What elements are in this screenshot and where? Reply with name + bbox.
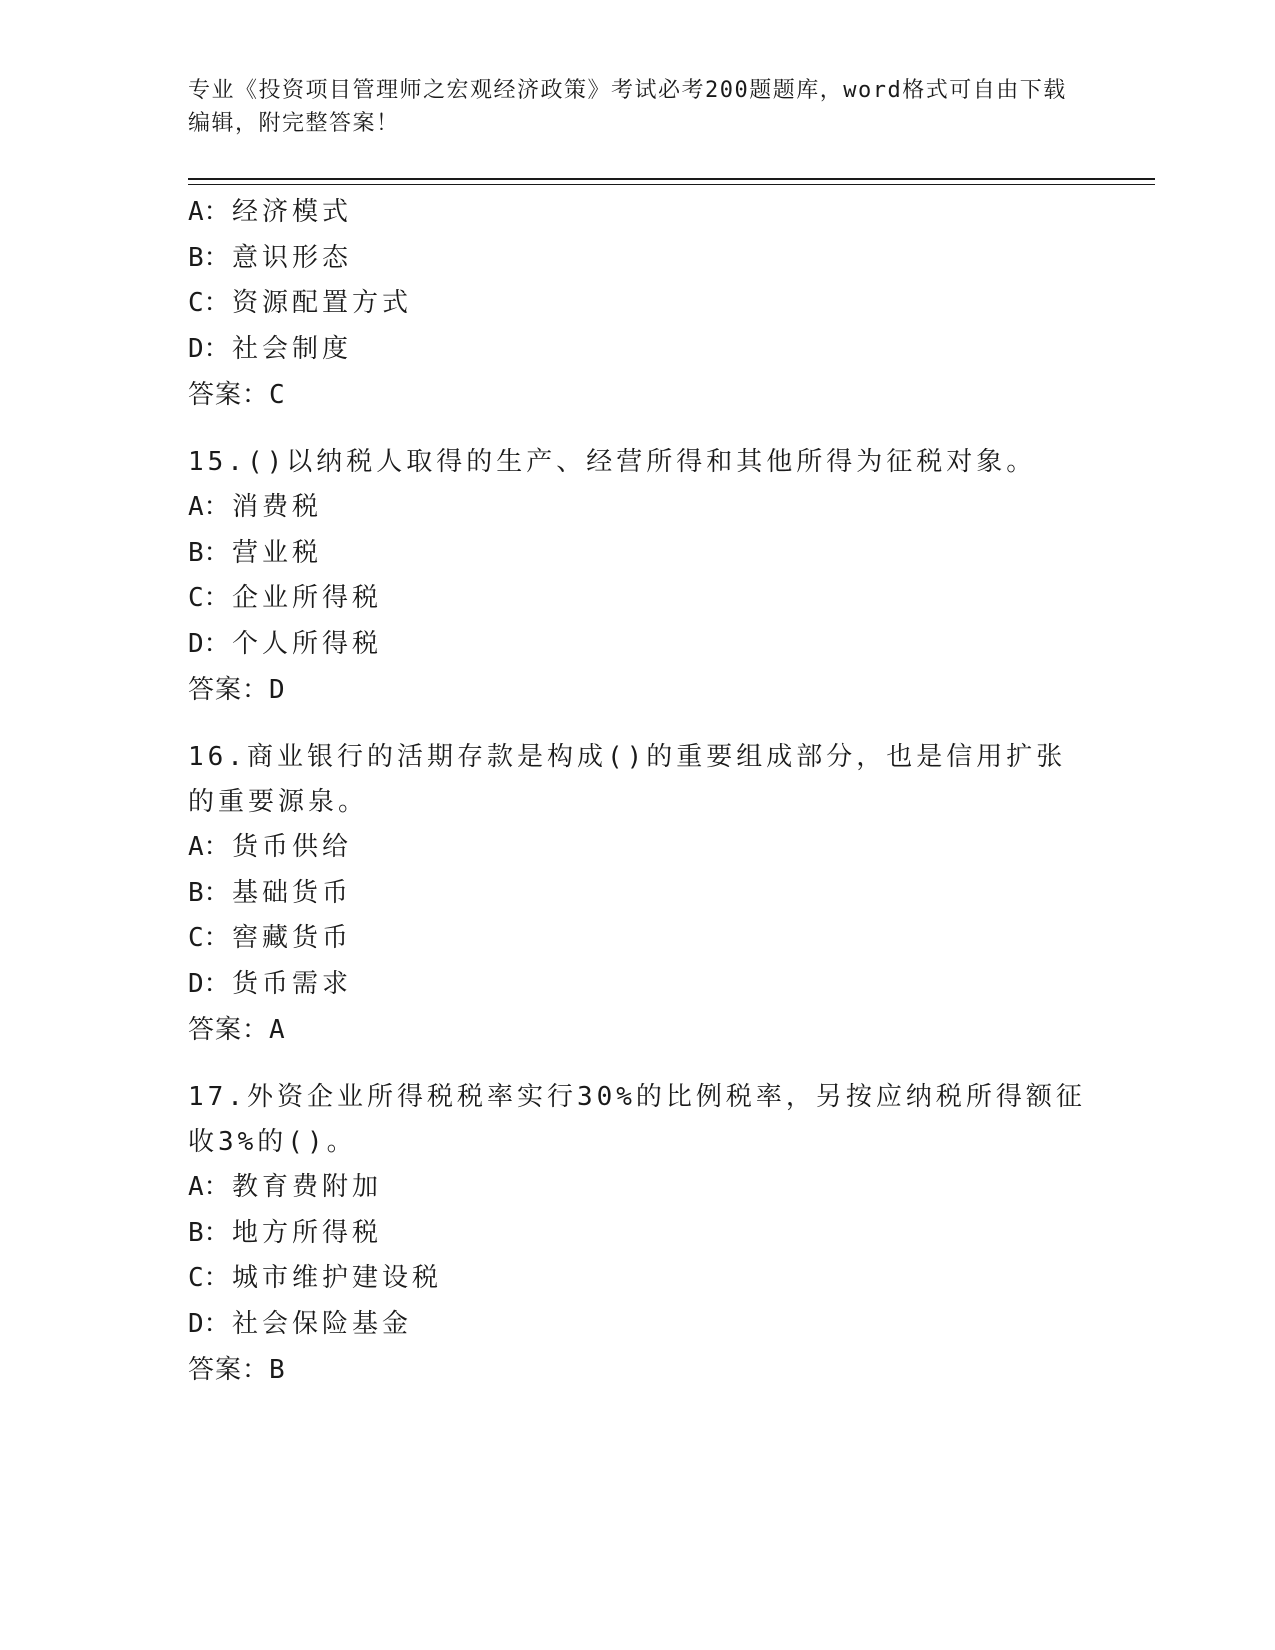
answer-line: 答案：D (188, 675, 286, 705)
option-b (188, 1211, 1088, 1257)
option-text: 货币供给 (232, 832, 353, 862)
answer-line: 答案：A (188, 1015, 286, 1045)
option-text: 窖藏货币 (232, 923, 353, 953)
option-text: 货币需求 (232, 968, 353, 999)
option-c (188, 281, 1088, 327)
option-key: B： (188, 1217, 230, 1248)
option-text: 地方所得税 (232, 1217, 383, 1248)
option-a (188, 1165, 1088, 1211)
question-block (188, 735, 1088, 1053)
option-key: C： (188, 583, 230, 613)
option-text: 意识形态 (232, 242, 353, 273)
option-key: C： (188, 1263, 230, 1293)
option-text: 个人所得税 (232, 628, 383, 659)
option-d (188, 327, 1088, 373)
option-key: A： (188, 1172, 230, 1202)
question-block (188, 440, 1088, 713)
option-key: C： (188, 923, 230, 953)
question-text: 16.商业银行的活期存款是构成()的重要组成部分，也是信用扩张的重要源泉。 (188, 742, 1067, 817)
option-a (188, 485, 1088, 531)
option-key: D： (188, 1308, 230, 1339)
option-key: B： (188, 537, 230, 568)
option-text: 基础货币 (232, 877, 353, 908)
option-text: 经济模式 (232, 197, 353, 227)
option-text: 企业所得税 (232, 583, 383, 613)
question-text: 15.()以纳税人取得的生产、经营所得和其他所得为征税对象。 (188, 447, 1037, 477)
option-key: A： (188, 197, 230, 227)
option-key: B： (188, 242, 230, 273)
question-list (188, 190, 1088, 1393)
document-header: 专业《投资项目管理师之宏观经济政策》考试必考200题题库，word格式可自由下载编辑，附完整答案！ (188, 78, 1067, 136)
option-text: 教育费附加 (232, 1172, 383, 1202)
option-d (188, 622, 1088, 668)
question-text: 17.外资企业所得税税率实行30%的比例税率，另按应纳税所得额征收3%的()。 (188, 1082, 1086, 1157)
option-a (188, 825, 1088, 871)
option-key: C： (188, 288, 230, 318)
answer-line: 答案：C (188, 380, 286, 410)
option-c (188, 1256, 1088, 1302)
option-text: 社会保险基金 (232, 1308, 413, 1339)
option-text: 资源配置方式 (232, 288, 413, 318)
option-a (188, 190, 1088, 236)
option-c (188, 576, 1088, 622)
option-key: A： (188, 492, 230, 522)
question-block (188, 190, 1088, 418)
option-key: D： (188, 968, 230, 999)
option-key: D： (188, 333, 230, 364)
option-text: 消费税 (232, 492, 323, 522)
option-b (188, 871, 1088, 917)
option-text: 营业税 (232, 537, 323, 568)
option-text: 城市维护建设税 (232, 1263, 443, 1293)
option-b (188, 531, 1088, 577)
option-text: 社会制度 (232, 333, 353, 364)
option-key: D： (188, 628, 230, 659)
option-key: B： (188, 877, 230, 908)
option-d (188, 962, 1088, 1008)
header-divider (188, 178, 1155, 185)
option-b (188, 236, 1088, 282)
question-block (188, 1075, 1088, 1393)
answer-line: 答案：B (188, 1355, 286, 1385)
option-c (188, 916, 1088, 962)
option-key: A： (188, 832, 230, 862)
option-d (188, 1302, 1088, 1348)
